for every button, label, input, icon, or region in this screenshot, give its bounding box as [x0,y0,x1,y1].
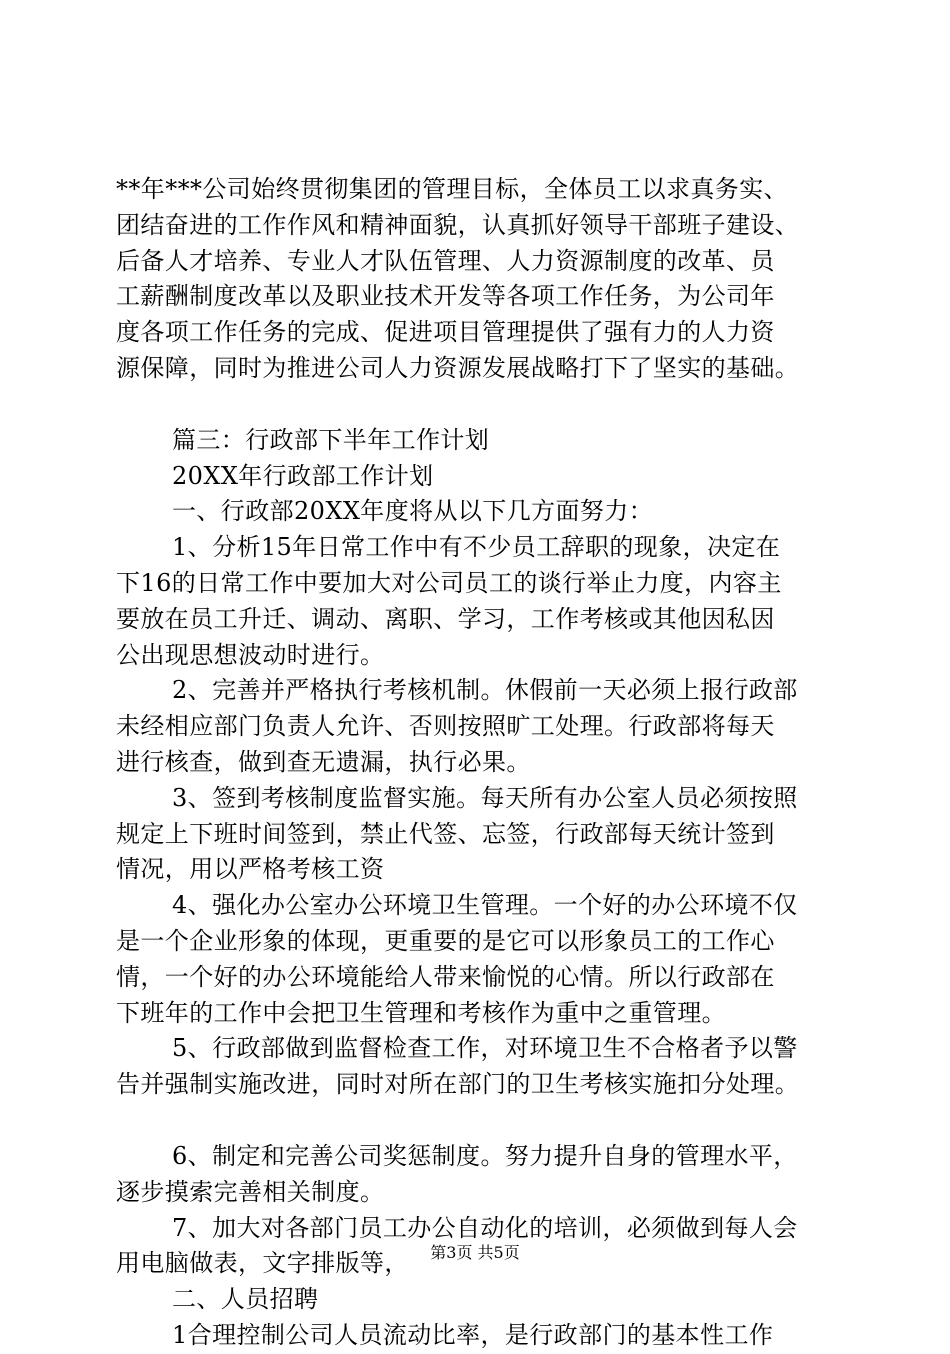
text-line: 是一个企业形象的体现，更重要的是它可以形象员工的工作心 [116,926,775,955]
text-line: 度各项工作任务的完成、促进项目管理提供了强有力的人力资 [116,318,775,347]
text-line: 1合理控制公司人员流动比率，是行政部门的基本性工作 [172,1320,774,1349]
section-heading [116,423,836,459]
text-line: 2、完善并严格执行考核机制。休假前一天必须上报行政部 [172,676,798,705]
text-line: 要放在员工升迁、调动、离职、学习，工作考核或其他因私因 [116,604,775,633]
text-line: 一、行政部20XX年度将从以下几方面努力： [172,497,654,526]
text-line: 20XX年行政部工作计划 [172,461,434,490]
text-line: 工薪酬制度改革以及职业技术开发等各项工作任务，为公司年 [116,282,775,311]
text-line: 源保障，同时为推进公司人力资源发展战略打下了坚实的基础。 [116,353,800,382]
text-line: 未经相应部门负责人允许、否则按照旷工处理。行政部将每天 [116,712,775,741]
paragraph-item-1 [116,530,836,673]
text-line: 下16的日常工作中要加大对公司员工的谈行举止力度，内容主 [116,568,782,597]
page-footer: 第3页 共5页 [430,1243,520,1262]
text-line: 1、分析15年日常工作中有不少员工辞职的现象，决定在 [172,533,781,562]
text-line: 告并强制实施改进，同时对所在部门的卫生考核实施扣分处理。 [116,1070,800,1099]
text-line: 4、强化办公室办公环境卫生管理。一个好的办公环境不仅 [172,891,798,920]
paragraph-summary [116,172,836,387]
document-body [116,172,836,1354]
text-line: 7、加大对各部门员工办公自动化的培训，必须做到每人会 [172,1213,798,1242]
document-title [116,459,836,495]
text-line: 规定上下班时间签到，禁止代签、忘签，行政部每天统计签到 [116,819,775,848]
text-line: 3、签到考核制度监督实施。每天所有办公室人员必须按照 [172,783,798,812]
paragraph-item-2 [116,673,836,780]
text-line: 篇三：行政部下半年工作计划 [172,425,490,454]
paragraph-recruitment-1 [116,1318,836,1354]
subsection-heading-recruitment [116,1282,836,1318]
paragraph-item-5 [116,1031,836,1103]
paragraph-item-6 [116,1139,836,1211]
text-line: 进行核查，做到查无遗漏，执行必果。 [116,747,531,776]
text-line: 情况，用以严格考核工资 [116,855,385,884]
text-line: 后备人才培养、专业人才队伍管理、人力资源制度的改革、员 [116,246,775,275]
paragraph-item-3 [116,781,836,888]
paragraph-item-4 [116,888,836,1031]
text-line: 下班年的工作中会把卫生管理和考核作为重中之重管理。 [116,998,726,1027]
text-line: 情，一个好的办公环境能给人带来愉悦的心情。所以行政部在 [116,962,775,991]
subsection-heading [116,494,836,530]
text-line: 公出现思想波动时进行。 [116,640,385,669]
text-line: 6、制定和完善公司奖惩制度。努力提升自身的管理水平， [172,1141,798,1170]
text-line: 逐步摸索完善相关制度。 [116,1177,385,1206]
text-line: 用电脑做表，文字排版等， [116,1249,409,1278]
text-line: 二、人员招聘 [172,1285,319,1314]
text-line: 团结奋进的工作作风和精神面貌，认真抓好领导干部班子建设、 [116,210,800,239]
text-line: **年***公司始终贯彻集团的管理目标，全体员工以求真务实、 [116,175,788,203]
text-line: 5、行政部做到监督检查工作，对环境卫生不合格者予以警 [172,1034,798,1063]
